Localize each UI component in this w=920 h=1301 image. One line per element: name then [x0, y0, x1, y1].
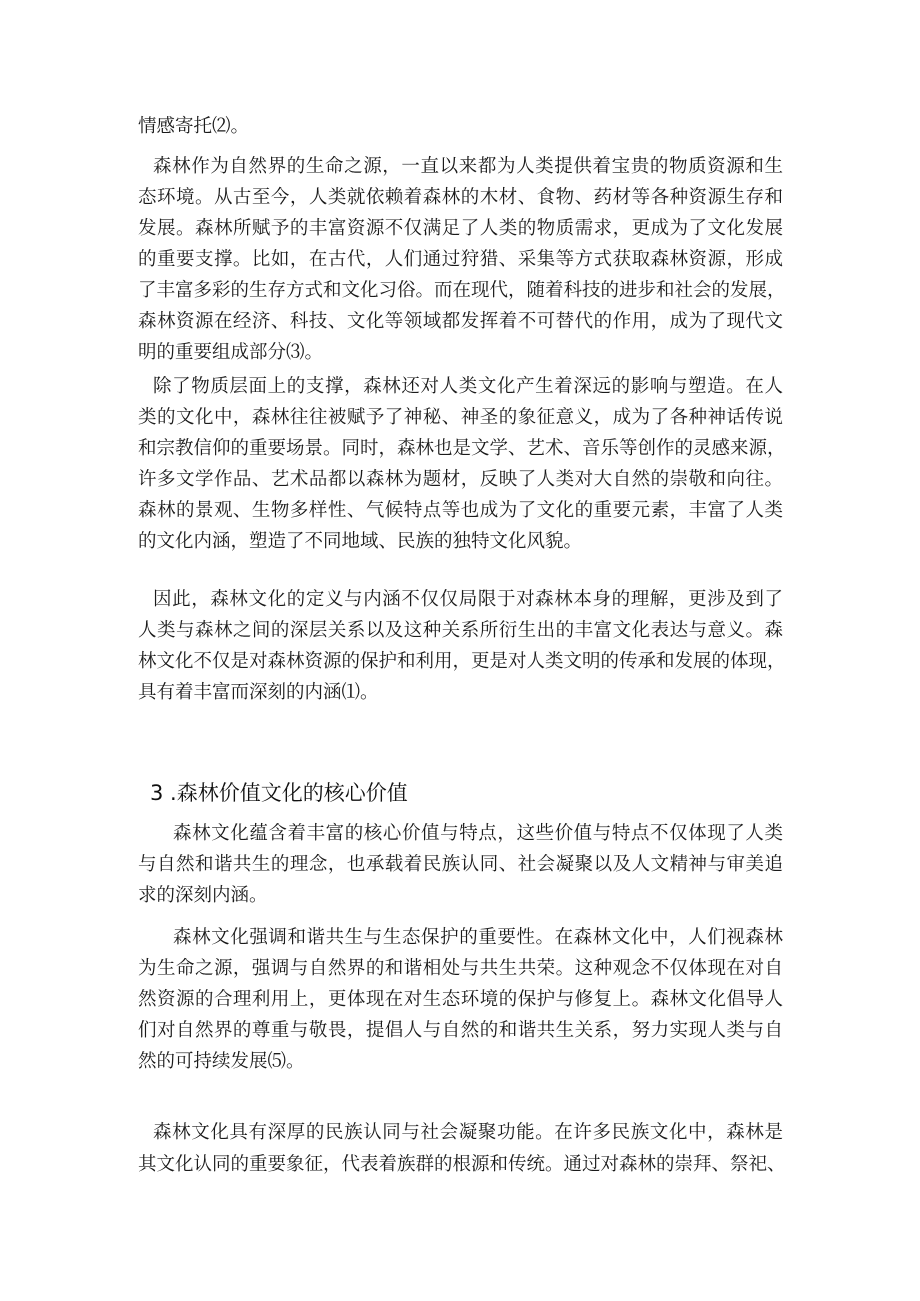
paragraph-line: 森林文化蕴含着丰富的核心价值与特点，这些价值与特点不仅体现了人类 — [173, 823, 783, 844]
section-heading: 3 .森林价值文化的核心价值 — [150, 781, 408, 805]
paragraph-line: 然资源的合理利用上，更体现在对生态环境的保护与修复上。森林文化倡导人 — [138, 989, 783, 1010]
paragraph-line: 除了物质层面上的支撑，森林还对人类文化产生着深远的影响与塑造。在人 — [153, 376, 783, 397]
paragraph-line: 的重要支撑。比如，在古代，人们通过狩猎、采集等方式获取森林资源，形成 — [138, 249, 783, 270]
paragraph-line: 森林文化具有深厚的民族认同与社会凝聚功能。在许多民族文化中，森林是 — [153, 1122, 783, 1143]
paragraph-line: 了丰富多彩的生存方式和文化习俗。而在现代，随着科技的进步和社会的发展， — [138, 280, 786, 301]
paragraph-line: 情感寄托⑵。 — [138, 116, 250, 137]
paragraph-line: 森林文化强调和谐共生与生态保护的重要性。在森林文化中，人们视森林 — [173, 927, 783, 948]
paragraph-line: 其文化认同的重要象征，代表着族群的根源和传统。通过对森林的崇拜、祭祀、 — [138, 1154, 786, 1175]
paragraph-line: 的文化内涵，塑造了不同地域、民族的独特文化风貌。 — [138, 531, 583, 552]
paragraph-line: 与自然和谐共生的理念，也承载着民族认同、社会凝聚以及人文精神与审美追 — [138, 854, 783, 875]
paragraph-line: 态环境。从古至今，人类就依赖着森林的木材、食物、药材等各种资源生存和 — [138, 187, 783, 208]
paragraph-line: 类的文化中，森林往往被赋予了神秘、神圣的象征意义，成为了各种神话传说 — [138, 407, 783, 428]
paragraph-line: 明的重要组成部分⑶。 — [138, 342, 324, 363]
paragraph-line: 森林的景观、生物多样性、气候特点等也成为了文化的重要元素，丰富了人类 — [138, 500, 783, 521]
paragraph-line: 发展。森林所赋予的丰富资源不仅满足了人类的物质需求，更成为了文化发展 — [138, 218, 783, 239]
paragraph-line: 具有着丰富而深刻的内涵⑴。 — [138, 682, 379, 703]
paragraph-line: 然的可持续发展⑸。 — [138, 1051, 305, 1072]
paragraph-line: 林文化不仅是对森林资源的保护和利用，更是对人类文明的传承和发展的体现， — [138, 651, 786, 672]
paragraph-line: 因此，森林文化的定义与内涵不仅仅局限于对森林本身的理解，更涉及到了 — [153, 589, 783, 610]
paragraph-line: 为生命之源，强调与自然界的和谐相处与共生共荣。这种观念不仅体现在对自 — [138, 958, 783, 979]
paragraph-line: 求的深刻内涵。 — [138, 885, 268, 906]
paragraph-line: 森林资源在经济、科技、文化等领域都发挥着不可替代的作用，成为了现代文 — [138, 311, 783, 332]
paragraph-line: 许多文学作品、艺术品都以森林为题材，反映了人类对大自然的崇敬和向往。 — [138, 469, 783, 490]
paragraph-line: 人类与森林之间的深层关系以及这种关系所衍生出的丰富文化表达与意义。森 — [138, 620, 783, 641]
paragraph-line: 们对自然界的尊重与敬畏，提倡人与自然的和谐共生关系，努力实现人类与自 — [138, 1020, 783, 1041]
paragraph-line: 森林作为自然界的生命之源，一直以来都为人类提供着宝贵的物质资源和生 — [153, 156, 783, 177]
paragraph-line: 和宗教信仰的重要场景。同时，森林也是文学、艺术、音乐等创作的灵感来源， — [138, 438, 786, 459]
